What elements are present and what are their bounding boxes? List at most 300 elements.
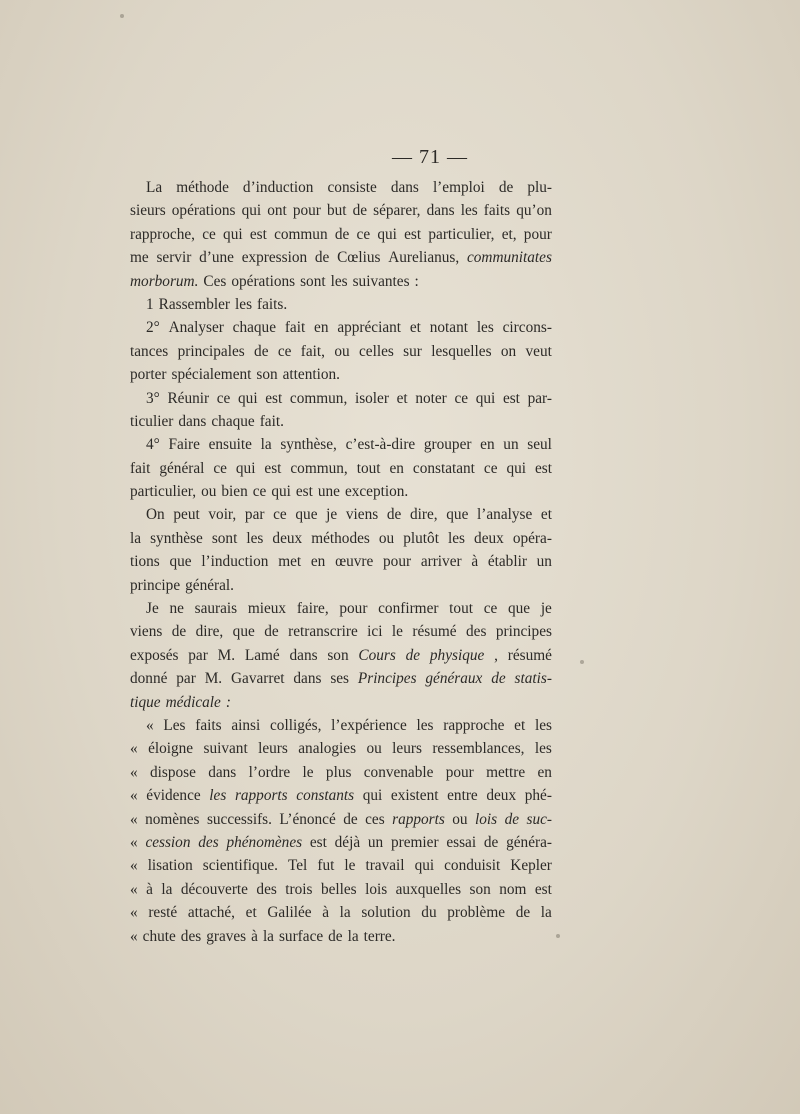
word: général. (185, 576, 234, 594)
word: ne (169, 600, 184, 618)
word: solution (361, 904, 411, 922)
text-line (130, 667, 552, 690)
text-line (130, 270, 552, 293)
word: existent (390, 787, 439, 805)
word: « (130, 810, 138, 828)
word: deux (474, 529, 504, 547)
word: de (386, 506, 402, 524)
word: ou (378, 529, 395, 547)
word: est (534, 459, 552, 477)
word: porter (130, 366, 167, 384)
word: ce (356, 225, 371, 243)
paper-speck (120, 14, 124, 18)
word: celles (358, 342, 394, 360)
word: et (409, 319, 421, 337)
word: ce (454, 389, 469, 407)
word: resté (148, 904, 178, 922)
word: seul (527, 436, 552, 454)
word: de (264, 623, 279, 641)
word: est (249, 225, 267, 243)
word: Réunir (167, 389, 210, 407)
word: Rassembler (158, 295, 231, 313)
word: particulier, (130, 483, 197, 501)
word: les (235, 295, 253, 313)
word: l’analyse (477, 506, 533, 524)
word: est (502, 389, 520, 407)
word: particulier, (428, 225, 495, 243)
word: pour (292, 202, 321, 220)
text-line (130, 925, 552, 948)
text-line (130, 644, 552, 667)
word: des (466, 623, 487, 641)
word: chute (142, 927, 176, 945)
word: successifs. (206, 810, 272, 828)
word: chaque (211, 412, 255, 430)
word: Les (163, 716, 186, 734)
word: séparer, (373, 202, 421, 220)
word: déjà (334, 833, 361, 851)
word: nomènes (145, 810, 200, 828)
word: tions (130, 553, 160, 571)
word: de (334, 225, 350, 243)
word: « (130, 904, 138, 922)
word: Je (146, 600, 159, 618)
word: est (265, 389, 283, 407)
word: « (130, 763, 138, 781)
word: qui (238, 389, 258, 407)
word: qui (475, 389, 496, 407)
word: par (188, 646, 208, 664)
text-line (130, 363, 552, 386)
word: ce (252, 483, 267, 501)
text-line (130, 176, 552, 199)
word: l’ordre (248, 763, 291, 781)
word: à (251, 927, 258, 945)
word: appréciant (337, 319, 402, 337)
word: donné (130, 670, 168, 688)
word: travail (365, 857, 405, 875)
word: les (330, 272, 348, 290)
word: sont (300, 272, 326, 290)
word: évidence (146, 787, 201, 805)
text-line (130, 410, 552, 433)
word: la (540, 904, 552, 922)
word: le (302, 763, 314, 781)
word: les (246, 529, 264, 547)
text-line (130, 901, 552, 924)
word: opérations (171, 202, 236, 220)
word: que (295, 506, 318, 524)
text-line (130, 597, 552, 620)
word: la (262, 927, 274, 945)
word: un (536, 553, 552, 571)
word: M. (204, 670, 223, 688)
word: la (260, 436, 272, 454)
word: Analyser (168, 319, 224, 337)
word: entre (447, 787, 478, 805)
word: viens (130, 623, 163, 641)
word: pour (445, 763, 474, 781)
word: d’induction (242, 179, 314, 196)
word: le (391, 623, 403, 641)
word: dans (289, 646, 318, 664)
body-text (130, 176, 552, 948)
word: principe (130, 576, 181, 594)
word: tances (130, 342, 169, 360)
word: dispose (149, 763, 196, 781)
word: deux (272, 529, 303, 547)
italic-word: : (225, 693, 231, 711)
text-line (130, 550, 552, 573)
word: met (278, 553, 302, 571)
word: à (322, 904, 329, 922)
word: les (448, 529, 465, 547)
word: et (396, 389, 408, 407)
word: opéra- (512, 529, 552, 547)
word: qui (362, 787, 383, 805)
italic-word: physique (429, 646, 485, 664)
word: consiste (327, 179, 377, 196)
word: grouper (423, 436, 472, 454)
word: la (339, 904, 351, 922)
text-line (130, 878, 552, 901)
word: ensuite (208, 436, 252, 454)
word: la (161, 880, 173, 898)
word: ce (213, 459, 227, 477)
word: fut (317, 857, 335, 875)
word: Aurelianus, (388, 249, 460, 267)
word: lesquelles (431, 342, 492, 360)
word: exposés (130, 646, 179, 664)
word: expression (241, 249, 308, 267)
italic-word: rapports (234, 787, 288, 805)
word: leurs (392, 740, 422, 758)
word: à (146, 880, 153, 898)
word: qu’on (516, 202, 552, 220)
word: commun, (289, 389, 348, 407)
word: suivantes (352, 272, 410, 290)
word: leurs (258, 740, 288, 758)
word: sur (403, 342, 422, 360)
text-line (130, 620, 552, 643)
word: confirmer (378, 600, 439, 618)
word: son (327, 646, 349, 664)
word: dans (426, 202, 455, 220)
word: je (540, 600, 552, 618)
word: synthèse (150, 529, 203, 547)
text-line (130, 316, 552, 339)
word: : (414, 272, 419, 290)
word: qui (223, 225, 243, 243)
text-line (130, 854, 552, 877)
italic-word: généraux (425, 670, 483, 688)
word: dire, (409, 506, 438, 524)
word: attaché, (187, 904, 235, 922)
word: que (446, 506, 469, 524)
italic-word: des (198, 833, 219, 851)
italic-word: Principes (357, 670, 417, 688)
word: l’induction (201, 553, 269, 571)
word: ce (202, 225, 216, 243)
word: sieurs (130, 202, 166, 220)
word: Faire (168, 436, 200, 454)
page-number: — 71 — (392, 146, 468, 168)
word: constatant (412, 459, 475, 477)
word: Lamé (244, 646, 280, 664)
text-line (130, 737, 552, 760)
word: et (540, 506, 552, 524)
word: et, (501, 225, 517, 243)
word: Galilée (267, 904, 312, 922)
word: qui (271, 483, 291, 501)
italic-word: phénomènes (226, 833, 303, 851)
word: méthodes (311, 529, 370, 547)
word: ticulier (130, 412, 174, 430)
word: attention. (282, 366, 340, 384)
word: les (416, 716, 434, 734)
word: les (534, 716, 552, 734)
word: isoler (354, 389, 389, 407)
word: est (534, 880, 552, 898)
word: est (309, 833, 327, 851)
word: 2° (146, 319, 160, 337)
word: que (508, 600, 531, 618)
italic-word: rapports (392, 810, 445, 828)
word: « (130, 927, 138, 945)
word: ses (330, 670, 350, 688)
word: de (254, 342, 269, 360)
word: ce (483, 459, 498, 477)
word: premier (390, 833, 439, 851)
word: un (367, 833, 384, 851)
italic-word: médicale (165, 693, 221, 711)
word: son (256, 366, 278, 384)
word: d’une (199, 249, 234, 267)
word: méthode (176, 179, 229, 196)
word: le (344, 857, 356, 875)
word: on (500, 342, 517, 360)
word: de (483, 833, 499, 851)
word: lois (365, 880, 388, 898)
word: Ces (203, 272, 227, 290)
word: commun (274, 225, 328, 243)
word: général (159, 459, 205, 477)
word: par- (527, 389, 552, 407)
word: œuvre (335, 553, 374, 571)
word: dans (293, 670, 322, 688)
word: principales (177, 342, 245, 360)
text-line (130, 433, 552, 456)
word: On (146, 506, 165, 524)
word: en (389, 459, 404, 477)
word: les (460, 202, 478, 220)
word: une (317, 483, 340, 501)
word: veut (525, 342, 552, 360)
word: qui (414, 857, 435, 875)
word: Cœlius (337, 249, 381, 267)
word: en (480, 436, 495, 454)
word: rapproche, (130, 225, 195, 243)
word: « (130, 880, 138, 898)
word: les (476, 319, 494, 337)
word: but (326, 202, 347, 220)
word: qui (235, 459, 256, 477)
word: 4° (146, 436, 160, 454)
word: éloigne (148, 740, 194, 758)
word: « (146, 716, 154, 734)
text-line (130, 503, 552, 526)
word: terre. (363, 927, 396, 945)
paper-speck (580, 660, 584, 664)
word: son (469, 880, 491, 898)
word: ou (366, 740, 382, 758)
word: dans (178, 412, 207, 430)
word: conduisit (444, 857, 501, 875)
word: dans (390, 179, 419, 196)
word: de (171, 623, 187, 641)
word: M. (217, 646, 236, 664)
text-line (130, 340, 552, 363)
word: en (537, 763, 552, 781)
word: phé- (524, 787, 552, 805)
word: par (244, 506, 265, 524)
word: de (352, 202, 368, 220)
word: ce (216, 389, 231, 407)
text-line (130, 527, 552, 550)
word: commun, (290, 459, 348, 477)
word: fait, (300, 342, 325, 360)
word: faits. (257, 295, 288, 313)
word: qui (241, 202, 262, 220)
word: des (180, 927, 202, 945)
word: circons- (502, 319, 552, 337)
word: ces (365, 810, 385, 828)
text-line (130, 480, 552, 503)
word: 3° (146, 389, 160, 407)
word: tout (449, 600, 473, 618)
word: un (503, 436, 519, 454)
word: mettre (486, 763, 526, 781)
word: faits (195, 716, 222, 734)
word: trois (285, 880, 313, 898)
word: peut (173, 506, 200, 524)
italic-word: de (504, 810, 520, 828)
word: de (343, 810, 358, 828)
word: « (130, 857, 138, 875)
word: fait. (259, 412, 284, 430)
word: nom (499, 880, 527, 898)
word: arriver (420, 553, 462, 571)
text-line (130, 714, 552, 737)
word: analogies (298, 740, 357, 758)
word: les (534, 740, 552, 758)
word: L’énoncé (279, 810, 336, 828)
word: Kepler (510, 857, 552, 875)
word: je (326, 506, 338, 524)
text-line (130, 808, 552, 831)
word: surface (278, 927, 324, 945)
text-line (130, 761, 552, 784)
word: belles (320, 880, 357, 898)
word: pour (523, 225, 552, 243)
word: résumé (412, 623, 457, 641)
word: deux (486, 787, 517, 805)
text-line (130, 246, 552, 269)
word: ou (334, 342, 350, 360)
word: saurais (194, 600, 238, 618)
word: mieux (247, 600, 287, 618)
word: établir (487, 553, 527, 571)
word: ce (273, 506, 287, 524)
text-line (130, 199, 552, 222)
word: synthèse, (280, 436, 337, 454)
word: est (404, 225, 422, 243)
word: des (256, 880, 277, 898)
word: de (498, 179, 514, 196)
word: résumé (507, 646, 552, 664)
word: en (310, 553, 326, 571)
word: La (146, 179, 163, 196)
word: pour (383, 553, 412, 571)
italic-word: tique (130, 693, 161, 711)
word: lisation (147, 857, 193, 875)
word: ont (267, 202, 287, 220)
word: par (176, 670, 196, 688)
word: c’est-à-dire (345, 436, 416, 454)
word: du (421, 904, 437, 922)
word: principes (495, 623, 552, 641)
word: de (314, 249, 330, 267)
word: ici (367, 623, 383, 641)
word: fait (284, 319, 306, 337)
word: graves (206, 927, 247, 945)
word: que (169, 553, 192, 571)
word: suivant (203, 740, 248, 758)
word: en (314, 319, 329, 337)
word: chaque (232, 319, 276, 337)
word: ou (201, 483, 217, 501)
italic-word: Cours (358, 646, 396, 664)
word: essai (446, 833, 477, 851)
text-line (130, 831, 552, 854)
word: « (130, 740, 138, 758)
word: généra- (506, 833, 552, 851)
italic-word: cession (145, 833, 191, 851)
word: ce (277, 342, 292, 360)
word: sont (211, 529, 238, 547)
italic-word: statis- (514, 670, 552, 688)
word: noter (415, 389, 447, 407)
text-line (130, 574, 552, 597)
word: l’emploi (432, 179, 485, 196)
word: faire, (296, 600, 329, 618)
word: retranscrire (288, 623, 358, 641)
word: scientifique. (202, 857, 278, 875)
paper-speck (556, 934, 560, 938)
italic-word: lois (475, 810, 498, 828)
word: faits (483, 202, 511, 220)
text-line (130, 223, 552, 246)
word: est (264, 459, 282, 477)
word: , (494, 646, 498, 664)
word: de (328, 927, 343, 945)
word: que (232, 623, 255, 641)
word: rapproche (443, 716, 505, 734)
word: servir (156, 249, 192, 267)
word: pour (339, 600, 368, 618)
word: voir, (208, 506, 237, 524)
word: fait (130, 459, 151, 477)
